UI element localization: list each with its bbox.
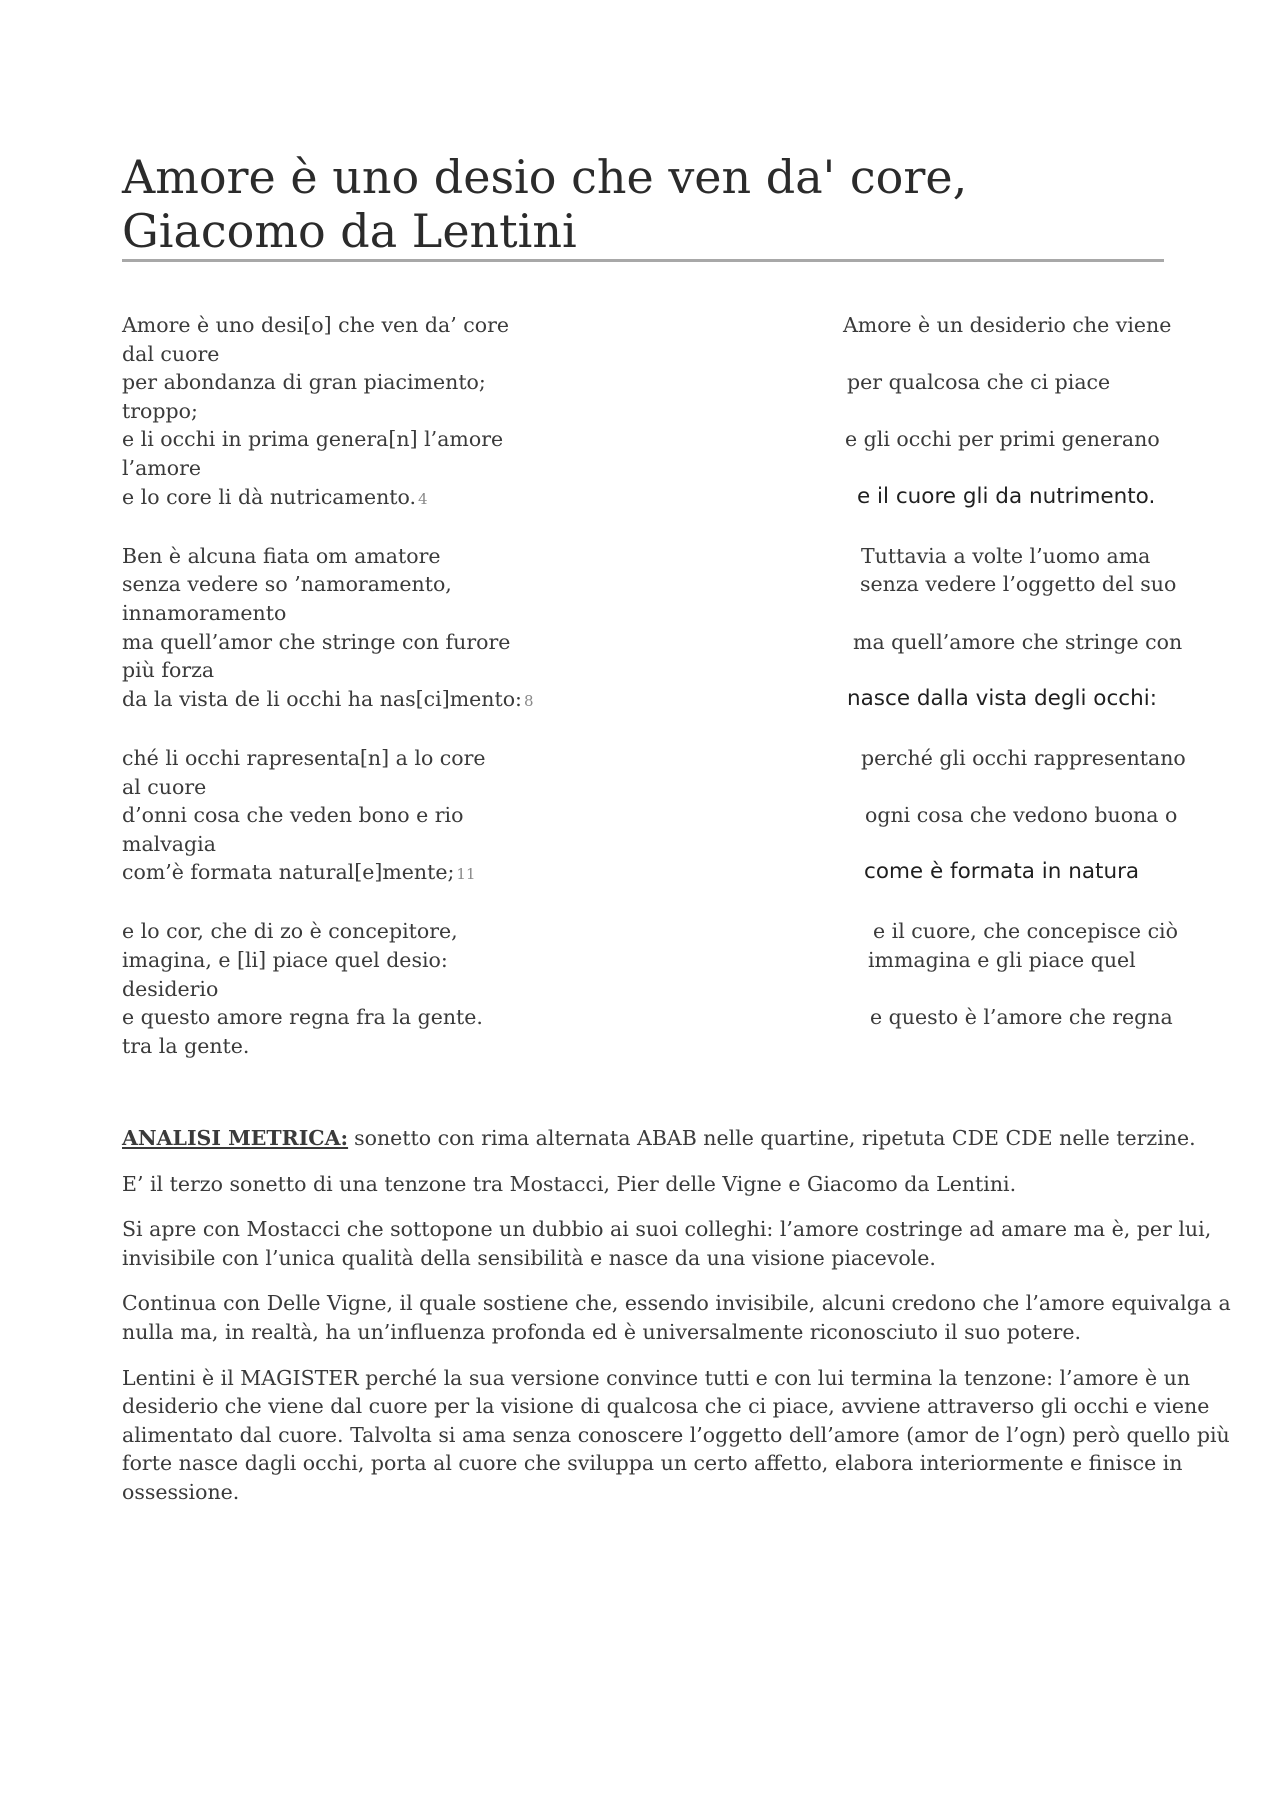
poem-line: [122, 311, 1232, 368]
original-line: [122, 685, 534, 716]
translation-line: e questo è l’amore che regna: [870, 1005, 1173, 1030]
analysis-paragraph-1: E’ il terzo sonetto di una tenzone tra Mostacci, Pier delle Vigne e Giacomo da Lentini.: [122, 1171, 1017, 1196]
poem-line: [122, 801, 1232, 858]
original-text: e lo core li dà nutricamento.: [122, 484, 417, 509]
translation-line: e il cuore, che concepisce ciò: [873, 919, 1178, 944]
translation-line: senza vedere l’oggetto del suo: [860, 572, 1177, 597]
translation-line: ma quell’amore che stringe con: [853, 629, 1183, 654]
translation-line: e gli occhi per primi generano: [845, 427, 1160, 452]
title-line-1: Amore è uno desio che ven da' core,: [122, 150, 968, 204]
translation-line: come è formata in natura: [864, 859, 1140, 885]
poem-line: [122, 570, 1232, 627]
translation-wrap: desiderio: [122, 976, 219, 1001]
stanza-3: [122, 744, 1232, 889]
translation-wrap: malvagia: [122, 831, 216, 856]
original-line: per abondanza di gran piacimento;: [122, 370, 486, 395]
translation-wrap: innamoramento: [122, 600, 287, 625]
original-line: ché li occhi rapresenta[n] a lo core: [122, 745, 486, 770]
original-text: da la vista de li occhi ha nas[ci]mento:: [122, 686, 522, 711]
original-line: e questo amore regna fra la gente.: [122, 1005, 483, 1030]
analysis-heading: ANALISI METRICA:: [122, 1126, 349, 1150]
translation-line: ogni cosa che vedono buona o: [865, 803, 1178, 828]
translation-wrap: più forza: [122, 658, 215, 683]
translation-wrap: tra la gente.: [122, 1033, 250, 1058]
original-line: [122, 858, 476, 889]
translation-wrap: al cuore: [122, 774, 207, 799]
page-title: [122, 150, 1162, 258]
original-line: Ben è alcuna fiata om amatore: [122, 543, 441, 568]
poem-line: [122, 946, 1232, 1003]
analysis-paragraph-3: Continua con Delle Vigne, il quale sostiene che, essendo invisibile, alcuni credono che l’amore equivalga a nulla ma, in realtà, ha un’influenza profonda ed è universalmente riconosciuto il suo potere.: [122, 1291, 1231, 1344]
translation-line: e il cuore gli da nutrimento.: [857, 483, 1156, 509]
analysis-section: [122, 1124, 1232, 1524]
analysis-paragraph-4: Lentini è il MAGISTER perché la sua versione convince tutti e con lui termina la tenzone: l’amore è un desiderio che viene dal cuore per la visione di qualcosa che ci piace, avviene attraverso gli occhi e viene alimentato dal cuore. Talvolta si ama senza conoscere l’oggetto dell’amore (amor de l’ogn) però quello più forte nasce dagli occhi, porta al cuore che sviluppa un certo affetto, elabora interiormente e finisce in ossessione.: [122, 1365, 1230, 1504]
poem-line: [122, 1003, 1232, 1060]
analysis-heading-text: sonetto con rima alternata ABAB nelle quartine, ripetuta CDE CDE nelle terzine.: [354, 1126, 1196, 1150]
original-line: ma quell’amor che stringe con furore: [122, 629, 511, 654]
stanza-2: [122, 542, 1232, 716]
poem-with-translation: [122, 311, 1232, 1060]
stanza-1: [122, 311, 1232, 513]
poem-line: [122, 858, 1232, 889]
original-line: Amore è uno desi[o] che ven da’ core: [122, 313, 510, 337]
line-number: 4: [418, 489, 428, 508]
translation-wrap: l’amore: [122, 455, 202, 480]
translation-line: per qualcosa che ci piace: [847, 370, 1111, 395]
translation-line: perché gli occhi rappresentano: [861, 745, 1186, 770]
stanza-4: [122, 917, 1232, 1060]
line-number: 8: [523, 691, 534, 710]
poem-line: [122, 368, 1232, 425]
poem-line: [122, 628, 1232, 685]
poem-line: [122, 917, 1232, 946]
translation-line: immagina e gli piace quel: [868, 948, 1136, 973]
translation-line: nasce dalla vista degli occhi:: [847, 685, 1157, 711]
translation-wrap: dal cuore: [122, 341, 220, 366]
poem-line: [122, 744, 1232, 801]
original-line: e lo cor, che di zo è concepitore,: [122, 919, 458, 944]
original-line: d’onni cosa che veden bono e rio: [122, 803, 464, 828]
title-divider: [122, 259, 1164, 262]
translation-line: Amore è un desiderio che viene: [843, 313, 1172, 337]
original-line: imagina, e [li] piace quel desio:: [122, 948, 448, 973]
original-line: e li occhi in prima genera[n] l’amore: [122, 427, 504, 452]
poem-line: [122, 425, 1232, 482]
title-line-2: Giacomo da Lentini: [122, 204, 577, 258]
translation-wrap: troppo;: [122, 398, 198, 423]
line-number: 11: [456, 865, 476, 884]
analysis-heading-paragraph: [122, 1124, 1232, 1153]
poem-line: [122, 483, 1232, 514]
original-line: [122, 483, 428, 514]
poem-line: [122, 542, 1232, 571]
original-line: senza vedere so ’namoramento,: [122, 572, 452, 597]
poem-line: [122, 685, 1232, 716]
original-text: com’è formata natural[e]mente;: [122, 860, 455, 885]
analysis-paragraph-2: Si apre con Mostacci che sottopone un dubbio ai suoi colleghi: l’amore costringe ad amare ma è, per lui, invisibile con l’unica qualità della sensibilità e nasce da una visione piacevole.: [122, 1217, 1212, 1270]
translation-line: Tuttavia a volte l’uomo ama: [861, 543, 1151, 568]
